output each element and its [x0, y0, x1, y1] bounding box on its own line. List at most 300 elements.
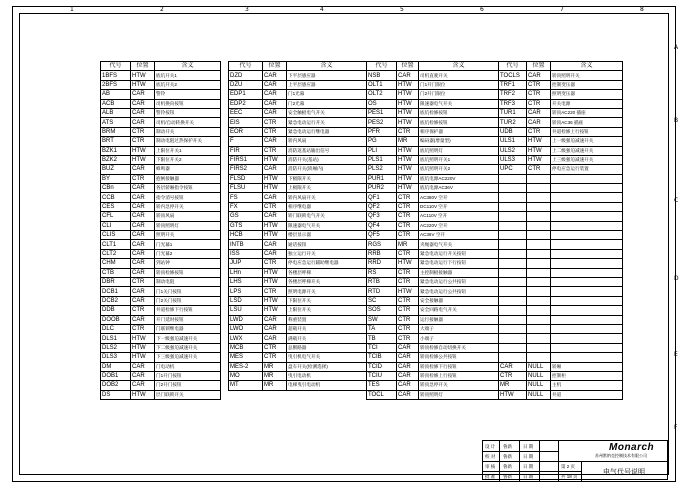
- table-row: [367, 315, 499, 324]
- code-cell: QF4: [367, 221, 397, 230]
- position-cell: HTW: [131, 390, 155, 399]
- code-cell: DS: [101, 390, 131, 399]
- meaning-cell: [551, 249, 623, 258]
- table-row: [367, 221, 499, 230]
- code-cell: LSU: [229, 306, 263, 315]
- position-cell: NULL: [527, 381, 551, 390]
- zone-top-6: 6: [480, 6, 484, 13]
- code-cell: PES1: [367, 108, 397, 117]
- position-cell: CAR: [263, 80, 287, 89]
- meaning-cell: 轿顶急停开关: [419, 381, 499, 390]
- table-row: [499, 202, 623, 211]
- table-row: [499, 371, 623, 380]
- table-row: [499, 155, 623, 164]
- code-cell: GTS: [229, 221, 263, 230]
- meaning-cell: 限速器电气开关: [287, 221, 367, 230]
- code-cell: [499, 343, 527, 352]
- code-cell: [499, 277, 527, 286]
- meaning-cell: 轿内风扇开关: [287, 193, 367, 202]
- code-cell: FIRS1: [229, 155, 263, 164]
- table-row: [499, 259, 623, 268]
- code-cell: SC: [367, 296, 397, 305]
- meaning-cell: 门光幕1: [155, 240, 221, 249]
- code-cell: [499, 334, 527, 343]
- code-cell: DOOB: [101, 315, 131, 324]
- position-cell: CAR: [263, 324, 287, 333]
- position-cell: CTR: [131, 324, 155, 333]
- position-cell: CTR: [263, 146, 287, 155]
- meaning-cell: 上一级强迫减速开关: [551, 137, 623, 146]
- meaning-cell: [551, 174, 623, 183]
- code-cell: ATS: [101, 118, 131, 127]
- table-row: [101, 343, 221, 352]
- meaning-cell: 轿顶AC36 插座: [551, 118, 623, 127]
- zone-top-5: 5: [400, 6, 404, 13]
- table-row: [101, 353, 221, 362]
- table-row: [367, 268, 499, 277]
- column-header-code: 代号: [367, 62, 397, 71]
- code-cell: [499, 259, 527, 268]
- code-cell: DCB2: [101, 296, 131, 305]
- meaning-cell: [551, 184, 623, 193]
- code-cell: DLS1: [101, 334, 131, 343]
- position-cell: [527, 353, 551, 362]
- code-cell: LPS: [229, 287, 263, 296]
- table-row: [229, 202, 367, 211]
- table-row: [101, 90, 221, 99]
- code-cell: MES: [229, 353, 263, 362]
- designer-name: 鲁新: [503, 444, 512, 449]
- position-cell: HTW: [131, 353, 155, 362]
- table-row: [499, 306, 623, 315]
- position-cell: CTR: [397, 202, 419, 211]
- table-row: [367, 146, 499, 155]
- meaning-cell: 各楼层呼梯开关: [287, 277, 367, 286]
- table-row: [499, 221, 623, 230]
- position-cell: HTW: [397, 118, 419, 127]
- table-row: [367, 127, 499, 136]
- position-cell: CTR: [263, 259, 287, 268]
- table-row: [229, 277, 367, 286]
- position-cell: [527, 231, 551, 240]
- position-cell: HTW: [263, 221, 287, 230]
- meaning-cell: 独立运行开关: [287, 249, 367, 258]
- position-cell: HTW: [131, 343, 155, 352]
- position-cell: [527, 334, 551, 343]
- sheet-total: 共 18 页: [561, 474, 578, 479]
- meaning-cell: 主控制板接触器: [419, 268, 499, 277]
- code-cell: UPC: [499, 165, 527, 174]
- meaning-cell: 门1开门按钮: [155, 371, 221, 380]
- table-row: [499, 240, 623, 249]
- meaning-cell: 抱闸接触器: [155, 174, 221, 183]
- code-cell: DOB2: [101, 381, 131, 390]
- meaning-cell: 底坑电源AC36V: [419, 184, 499, 193]
- meaning-cell: 上平层感应器: [287, 80, 367, 89]
- table-row: [229, 296, 367, 305]
- code-cell: F: [229, 137, 263, 146]
- code-cell: OLT2: [367, 90, 397, 99]
- table-row: [499, 343, 623, 352]
- meaning-cell: 总断路器: [287, 343, 367, 352]
- code-cell: TRF3: [499, 99, 527, 108]
- table-row: [229, 249, 367, 258]
- code-cell: 2BFS: [101, 80, 131, 89]
- code-cell: [499, 174, 527, 183]
- position-cell: CTR: [527, 80, 551, 89]
- table-row: [367, 212, 499, 221]
- position-cell: [527, 268, 551, 277]
- code-cell: SW: [367, 315, 397, 324]
- table-row: [101, 184, 221, 193]
- position-cell: CAR: [263, 108, 287, 117]
- table-row: [101, 202, 221, 211]
- drawing-title: 电气代号说明: [603, 469, 645, 476]
- table-row: [229, 287, 367, 296]
- position-cell: [527, 306, 551, 315]
- position-cell: CAR: [131, 212, 155, 221]
- code-cell: MCB: [229, 343, 263, 352]
- table-row: [101, 193, 221, 202]
- table-row: [101, 71, 221, 80]
- meaning-cell: 照明开关: [155, 231, 221, 240]
- position-cell: NULL: [527, 371, 551, 380]
- meaning-cell: 门2光幕: [287, 99, 367, 108]
- meaning-cell: [551, 334, 623, 343]
- table-row: [229, 174, 367, 183]
- position-cell: HTW: [397, 174, 419, 183]
- meaning-cell: [551, 287, 623, 296]
- meaning-cell: 轿厢: [551, 362, 623, 371]
- meaning-cell: 通话按钮: [287, 240, 367, 249]
- table-row: [367, 231, 499, 240]
- code-cell: FS: [229, 193, 263, 202]
- code-cell: DLS3: [101, 353, 131, 362]
- code-cell: BRM: [101, 127, 131, 136]
- meaning-cell: 指令消号按钮: [155, 193, 221, 202]
- position-cell: CTR: [397, 249, 419, 258]
- meaning-cell: 轿顶照明灯: [155, 221, 221, 230]
- table-row: [229, 371, 367, 380]
- meaning-cell: 下限位开关: [287, 296, 367, 305]
- code-table-3: [366, 61, 499, 400]
- column-header-position: 位置: [263, 62, 287, 71]
- code-cell: [499, 324, 527, 333]
- code-cell: TRF1: [499, 80, 527, 89]
- code-cell: CTB: [101, 268, 131, 277]
- table-row: [367, 296, 499, 305]
- company-name: 苏州默纳克控制技术有限公司: [595, 453, 647, 458]
- code-cell: LSD: [229, 296, 263, 305]
- meaning-cell: 轿顶检修上行按钮: [419, 371, 499, 380]
- code-cell: PFR: [367, 127, 397, 136]
- position-cell: HTW: [397, 80, 419, 89]
- table-row: [229, 108, 367, 117]
- position-cell: CTR: [263, 118, 287, 127]
- checker-name: 鲁新: [503, 454, 512, 459]
- table-row: [367, 306, 499, 315]
- table-row: [367, 108, 499, 117]
- code-cell: MES-2: [229, 362, 263, 371]
- code-cell: [499, 296, 527, 305]
- meaning-cell: 警铃: [155, 90, 221, 99]
- code-cell: TOCL: [367, 390, 397, 399]
- code-cell: ULS3: [499, 155, 527, 164]
- table-row: [101, 212, 221, 221]
- code-cell: [499, 212, 527, 221]
- position-cell: [527, 296, 551, 305]
- company-logo: Monarch: [609, 442, 655, 453]
- code-cell: PES2: [367, 118, 397, 127]
- code-cell: RGS: [367, 240, 397, 249]
- position-cell: HTW: [397, 108, 419, 117]
- meaning-cell: 轿顶照明开关: [551, 71, 623, 80]
- position-cell: CTR: [397, 221, 419, 230]
- position-cell: CTR: [263, 353, 287, 362]
- position-cell: CAR: [263, 315, 287, 324]
- meaning-cell: 相序继电器: [287, 202, 367, 211]
- position-cell: CAR: [131, 315, 155, 324]
- code-cell: EIS: [229, 118, 263, 127]
- meaning-cell: AC110V 空开: [419, 212, 499, 221]
- code-cell: TES: [367, 381, 397, 390]
- table-row: [367, 174, 499, 183]
- meaning-cell: 底坑检修按钮: [419, 118, 499, 127]
- position-cell: CTR: [397, 127, 419, 136]
- meaning-cell: 轿内急停开关: [155, 202, 221, 211]
- zone-top-7: 7: [560, 6, 564, 13]
- position-cell: CTR: [397, 212, 419, 221]
- code-cell: CLT2: [101, 249, 131, 258]
- meaning-cell: 曳引电动机: [287, 371, 367, 380]
- meaning-cell: 紧急电动运行开关: [287, 118, 367, 127]
- position-cell: CAR: [527, 108, 551, 117]
- code-cell: BY: [101, 174, 131, 183]
- date-label-1: 日 期: [523, 444, 534, 449]
- code-cell: EDP1: [229, 90, 263, 99]
- column-header-position: 位置: [131, 62, 155, 71]
- table-row: [367, 362, 499, 371]
- table-row: [367, 90, 499, 99]
- table-row: [499, 212, 623, 221]
- code-cell: BUZ: [101, 165, 131, 174]
- code-cell: [499, 231, 527, 240]
- meaning-cell: 底坑照明开关1: [419, 155, 499, 164]
- meaning-cell: 开关电源: [551, 99, 623, 108]
- meaning-cell: 井道: [551, 390, 623, 399]
- date-label-2: 日 期: [523, 454, 534, 459]
- meaning-cell: 轿顶风扇: [155, 212, 221, 221]
- code-cell: [499, 306, 527, 315]
- table-row: [367, 240, 499, 249]
- position-cell: MR: [397, 137, 419, 146]
- meaning-cell: 编码器(增量型): [419, 137, 499, 146]
- meaning-cell: 底坑照明灯: [419, 146, 499, 155]
- code-cell: BZK1: [101, 146, 131, 155]
- position-cell: CAR: [397, 390, 419, 399]
- table-row: [101, 296, 221, 305]
- code-cell: GS: [229, 212, 263, 221]
- position-cell: CTR: [131, 277, 155, 286]
- meaning-cell: [551, 315, 623, 324]
- position-cell: HTW: [263, 231, 287, 240]
- position-cell: HTW: [263, 184, 287, 193]
- code-cell: CAR: [499, 362, 527, 371]
- table-row: [101, 108, 221, 117]
- position-cell: CAR: [263, 334, 287, 343]
- meaning-cell: [551, 240, 623, 249]
- meaning-cell: 相序保护器: [419, 127, 499, 136]
- meaning-cell: 夹绳器电气开关: [419, 240, 499, 249]
- position-cell: CTR: [397, 277, 419, 286]
- zone-side-B: B: [674, 117, 679, 124]
- position-cell: CAR: [397, 343, 419, 352]
- position-cell: CAR: [131, 202, 155, 211]
- meaning-cell: 轿顶检修按钮: [155, 268, 221, 277]
- meaning-cell: 小端子: [419, 334, 499, 343]
- table-row: [499, 80, 623, 89]
- code-cell: TCIU: [367, 371, 397, 380]
- code-cell: ULS1: [499, 137, 527, 146]
- code-cell: LHn: [229, 268, 263, 277]
- code-cell: FLSD: [229, 174, 263, 183]
- meaning-cell: 控制柜: [551, 371, 623, 380]
- meaning-cell: 井道检修下行按钮: [155, 306, 221, 315]
- position-cell: NULL: [527, 362, 551, 371]
- table-row: [367, 165, 499, 174]
- table-row: [367, 193, 499, 202]
- table-row: [229, 193, 367, 202]
- meaning-cell: 紧急电动运行继电器: [287, 127, 367, 136]
- meaning-cell: 轿顶照明灯: [419, 390, 499, 399]
- position-cell: HTW: [131, 80, 155, 89]
- position-cell: CAR: [263, 193, 287, 202]
- code-cell: ISS: [229, 249, 263, 258]
- table-row: [101, 287, 221, 296]
- position-cell: CAR: [263, 165, 287, 174]
- column-header-code: 代号: [229, 62, 263, 71]
- table-row: [229, 315, 367, 324]
- position-cell: CTR: [397, 315, 419, 324]
- table-row: [229, 99, 367, 108]
- reviewer-name: 鲁新: [503, 464, 512, 469]
- position-cell: CAR: [397, 371, 419, 380]
- table-row: [499, 334, 623, 343]
- code-cell: RTD: [367, 287, 397, 296]
- position-cell: CTR: [263, 202, 287, 211]
- table-row: [101, 249, 221, 258]
- code-cell: LWX: [229, 334, 263, 343]
- position-cell: CTR: [131, 174, 155, 183]
- meaning-cell: 底坑电源AC220V: [419, 174, 499, 183]
- position-cell: HTW: [397, 146, 419, 155]
- code-cell: [499, 202, 527, 211]
- column-header-meaning: 含义: [551, 62, 623, 71]
- code-cell: TOCLS: [499, 71, 527, 80]
- meaning-cell: [551, 343, 623, 352]
- meaning-cell: 下一级强迫减速开关: [155, 334, 221, 343]
- position-cell: [527, 184, 551, 193]
- meaning-cell: [551, 202, 623, 211]
- code-table-1: [100, 61, 221, 400]
- meaning-cell: 下三级强迫减速开关: [155, 353, 221, 362]
- position-cell: HTW: [397, 90, 419, 99]
- table-row: [499, 99, 623, 108]
- meaning-cell: [551, 353, 623, 362]
- meaning-cell: 安全触板电气开关: [287, 108, 367, 117]
- meaning-cell: 照明电源开关: [287, 287, 367, 296]
- position-cell: CTR: [397, 306, 419, 315]
- code-cell: TRF2: [499, 90, 527, 99]
- meaning-cell: 门2开门按钮: [155, 381, 221, 390]
- table-row: [499, 71, 623, 80]
- position-cell: HTW: [131, 155, 155, 164]
- table-row: [367, 99, 499, 108]
- position-cell: HTW: [263, 268, 287, 277]
- position-cell: HTW: [397, 287, 419, 296]
- code-cell: TA: [367, 324, 397, 333]
- code-cell: ACB: [101, 99, 131, 108]
- meaning-cell: AC36V 空开: [419, 231, 499, 240]
- position-cell: CAR: [527, 71, 551, 80]
- position-cell: CAR: [397, 381, 419, 390]
- table-row: [101, 371, 221, 380]
- review-label: 审 核: [485, 464, 496, 469]
- table-row: [229, 90, 367, 99]
- table-row: [367, 343, 499, 352]
- code-cell: PLS1: [367, 155, 397, 164]
- table-row: [101, 165, 221, 174]
- code-cell: CTR: [499, 371, 527, 380]
- meaning-cell: 门电动机: [155, 362, 221, 371]
- position-cell: HTW: [131, 71, 155, 80]
- table-row: [499, 137, 623, 146]
- position-cell: HTW: [263, 296, 287, 305]
- code-cell: JUP: [229, 259, 263, 268]
- meaning-cell: 到站钟: [155, 259, 221, 268]
- table-header: [367, 62, 499, 71]
- code-cell: RTB: [367, 277, 397, 286]
- code-cell: NSB: [367, 71, 397, 80]
- zone-side-E: E: [674, 351, 678, 358]
- table-row: [367, 155, 499, 164]
- position-cell: CAR: [131, 381, 155, 390]
- table-row: [367, 334, 499, 343]
- code-cell: ULS2: [499, 146, 527, 155]
- column-header-position: 位置: [397, 62, 419, 71]
- table-row: [229, 127, 367, 136]
- position-cell: HTW: [397, 155, 419, 164]
- position-cell: [527, 193, 551, 202]
- code-cell: CLIS: [101, 231, 131, 240]
- code-cell: DLS2: [101, 343, 131, 352]
- table-row: [367, 71, 499, 80]
- table-row: [499, 362, 623, 371]
- code-cell: [499, 249, 527, 258]
- table-row: [229, 80, 367, 89]
- position-cell: CAR: [131, 221, 155, 230]
- code-cell: [499, 193, 527, 202]
- meaning-cell: 轿内风扇: [287, 137, 367, 146]
- position-cell: CTR: [131, 127, 155, 136]
- code-cell: PUR1: [367, 174, 397, 183]
- meaning-cell: 司机/自动转换开关: [155, 118, 221, 127]
- meaning-cell: 停电应急运行装置: [551, 165, 623, 174]
- position-cell: HTW: [527, 146, 551, 155]
- table-row: [229, 221, 367, 230]
- table-row: [229, 231, 367, 240]
- meaning-cell: 轿顶检修下行按钮: [419, 362, 499, 371]
